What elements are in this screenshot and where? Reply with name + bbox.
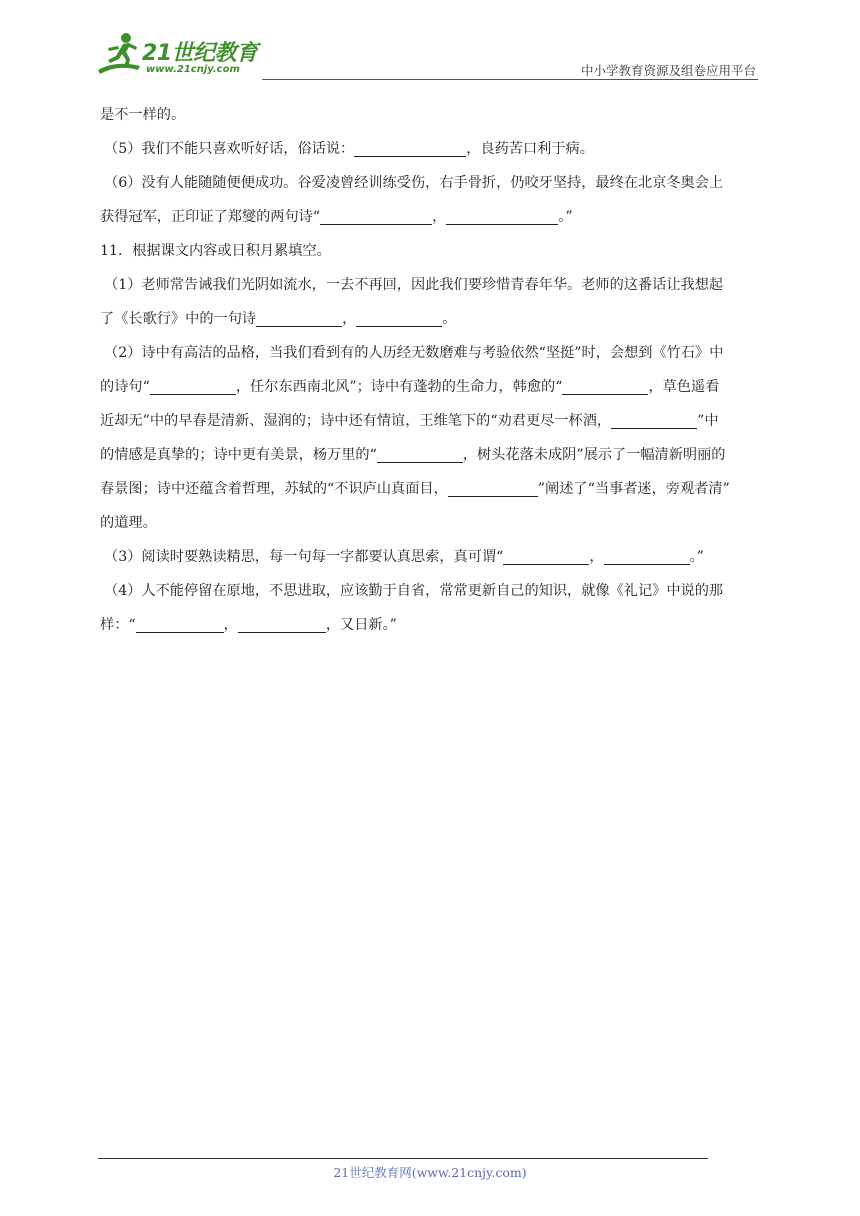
text-segment: （4）人不能停留在原地，不思进取，应该勤于自省，常常更新自己的知识，就像《礼记》中说的那 (104, 583, 724, 599)
text-segment: 。” (558, 209, 573, 225)
answer-blank[interactable] (503, 546, 589, 565)
text-segment: 的诗句“ (100, 379, 150, 395)
text-segment: 春景图；诗中还蕴含着哲理，苏轼的“不识庐山真面目， (100, 481, 448, 497)
logo-text: 21世纪教育 (142, 41, 258, 66)
text-segment: ”阐述了“当事者迷，旁观者清” (537, 481, 730, 497)
footer-link[interactable]: 21世纪教育网(www.21cnjy.com) (333, 1165, 527, 1180)
answer-blank[interactable] (150, 376, 236, 395)
text-segment: ， (589, 549, 604, 565)
answer-blank[interactable] (136, 614, 224, 633)
text-segment: ， (223, 617, 238, 633)
text-segment: （3）阅读时要熟读精思，每一句每一字都要认真思索，真可谓“ (104, 549, 504, 565)
text-segment: ”中 (697, 413, 719, 429)
question-6-line-2 (100, 200, 760, 234)
answer-blank[interactable] (256, 308, 342, 327)
sub-question-2-line-1 (100, 336, 760, 370)
text-segment: ，草色遥看 (648, 379, 720, 395)
text-segment: 的情感是真挚的；诗中更有美景，杨万里的“ (100, 447, 377, 463)
text-segment: ，树头花落未成阴”展示了一幅清新明丽的 (462, 447, 726, 463)
sub-question-2-line-5 (100, 472, 760, 506)
answer-blank[interactable] (604, 546, 690, 565)
text-segment: 近却无”中的早春是清新、湿润的；诗中还有情谊，王维笔下的“劝君更尽一杯酒， (100, 413, 612, 429)
text-segment: 的道理。 (100, 515, 157, 531)
footer-divider (98, 1158, 708, 1159)
page-header (0, 0, 860, 80)
text-segment: （2）诗中有高洁的品格，当我们看到有的人历经无数磨难与考验依然“坚挺”时，会想到《竹石》中 (104, 345, 724, 361)
text-segment: ， (342, 311, 357, 327)
text-segment: 。 (442, 311, 457, 327)
header-divider (262, 79, 758, 80)
site-logo[interactable] (96, 30, 266, 80)
text-segment: ，任尔东西南北风”；诗中有蓬勃的生命力，韩愈的“ (235, 379, 563, 395)
text-segment: （1）老师常告诫我们光阴如流水，一去不再回，因此我们要珍惜青春年华。老师的这番话让我想起 (104, 277, 724, 293)
text-segment: ，良药苦口利于病。 (466, 141, 594, 157)
sub-question-4-line-2 (100, 608, 760, 642)
sub-question-4-line-1 (100, 574, 760, 608)
text-segment: 获得冠军，正印证了郑燮的两句诗“ (100, 209, 321, 225)
sub-question-2-line-3 (100, 404, 760, 438)
sub-question-2-line-4 (100, 438, 760, 472)
answer-blank[interactable] (356, 308, 442, 327)
sub-question-1-line-1 (100, 268, 760, 302)
text-segment: 。” (689, 549, 704, 565)
platform-name: 中小学教育资源及组卷应用平台 (580, 63, 756, 78)
answer-blank[interactable] (320, 206, 432, 225)
text-segment: 是不一样的。 (100, 107, 186, 123)
question-11-title (100, 234, 760, 268)
sub-question-3 (100, 540, 760, 574)
text-segment: 样：“ (100, 617, 136, 633)
worksheet-body (100, 98, 760, 642)
answer-blank[interactable] (448, 478, 538, 497)
text-segment: 了《长歌行》中的一句诗 (100, 311, 257, 327)
text-segment: （5）我们不能只喜欢听好话，俗话说： (104, 141, 355, 157)
text-segment: （6）没有人能随随便便成功。谷爱凌曾经训练受伤，右手骨折，仍咬牙坚持，最终在北京冬奥会上 (104, 175, 724, 191)
text-segment: ， (432, 209, 447, 225)
question-6-line-1 (100, 166, 760, 200)
answer-blank[interactable] (562, 376, 648, 395)
answer-blank[interactable] (377, 444, 463, 463)
answer-blank[interactable] (238, 614, 326, 633)
runner-logo-icon (96, 30, 144, 76)
answer-blank[interactable] (354, 138, 466, 157)
answer-blank[interactable] (446, 206, 558, 225)
sub-question-1-line-2 (100, 302, 760, 336)
question-5 (100, 132, 760, 166)
sub-question-2-line-6 (100, 506, 760, 540)
logo-url: www.21cnjy.com (146, 64, 240, 75)
text-line (100, 98, 760, 132)
text-segment: ，又日新。” (325, 617, 397, 633)
sub-question-2-line-2 (100, 370, 760, 404)
text-segment: 11．根据课文内容或日积月累填空。 (100, 243, 331, 259)
answer-blank[interactable] (611, 410, 697, 429)
